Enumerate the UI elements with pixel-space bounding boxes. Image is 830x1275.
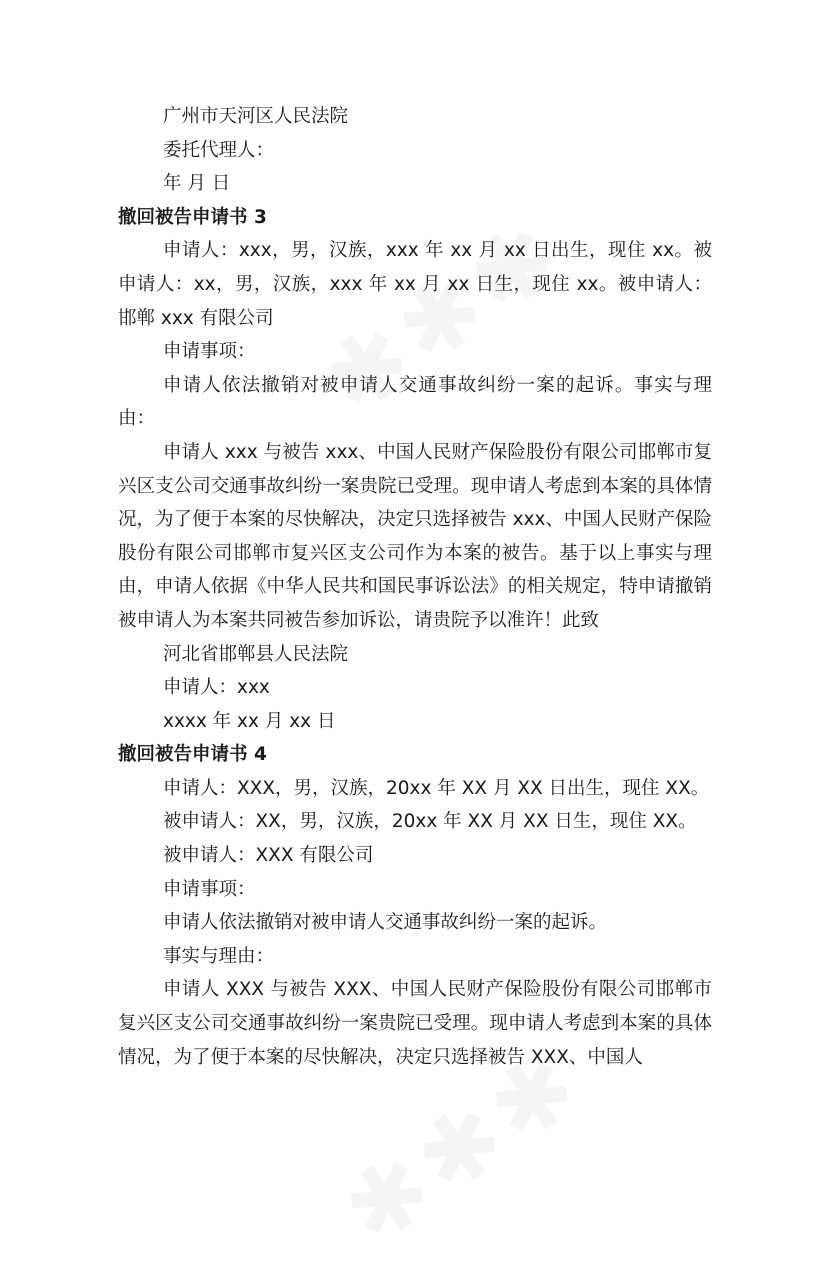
date-line: 年 月 日 (163, 173, 231, 195)
court-name: 河北省邯郸县人民法院 (163, 643, 349, 665)
facts-label: 事实与理由： (163, 945, 275, 967)
matters-paragraph: 申请人依法撤销对被申请人交通事故纠纷一案的起诉。事实与理由： (118, 374, 712, 430)
signature-line: 申请人：xxx (163, 677, 270, 699)
matters-label: 申请事项： (163, 341, 256, 363)
facts-paragraph: 申请人 XXX 与被告 XXX、中国人民财产保险股份有限公司邯郸市复兴区支公司交通事故纠纷一案贵院已受理。现申请人考虑到本案的具体情况，为了便于本案的尽快解决，决定只选择被告 XXX、中国人 (118, 979, 712, 1068)
section-title: 撤回被告申请书 4 (118, 744, 267, 766)
respondent-line: 被申请人：XXX 有限公司 (163, 845, 374, 867)
facts-paragraph: 申请人 xxx 与被告 xxx、中国人民财产保险股份有限公司邯郸市复兴区支公司交通事故纠纷一案贵院已受理。现申请人考虑到本案的具体情况，为了便于本案的尽快解决，决定只选择被告 xxx、中国人民财产保险股份有限公司邯郸市复兴区支公司作为本案的被告。基于以上事实与理由，申请人依据《中华人民共和国民事诉讼法》的相关规定，特申请撤销被申请人为本案共同被告参加诉讼，请贵院予以准许！此致 (118, 441, 712, 631)
applicant-paragraph: 申请人：xxx，男，汉族，xxx 年 xx 月 xx 日出生，现住 xx。被申请人：xx，男，汉族，xxx 年 xx 月 xx 日生，现住 xx。被申请人：邯郸 xxx 有限公司 (118, 240, 712, 329)
agent-label: 委托代理人： (163, 139, 275, 161)
section-title: 撤回被告申请书 3 (118, 206, 267, 228)
document-body (118, 100, 712, 1074)
date-line: xxxx 年 xx 月 xx 日 (163, 710, 336, 732)
matters-text: 申请人依法撤销对被申请人交通事故纠纷一案的起诉。 (163, 912, 608, 934)
applicant-line: 申请人：XXX，男，汉族，20xx 年 XX 月 XX 日出生，现住 XX。 (163, 777, 710, 799)
court-name: 广州市天河区人民法院 (163, 106, 349, 127)
matters-label: 申请事项： (163, 878, 256, 900)
respondent-line: 被申请人：XX，男，汉族，20xx 年 XX 月 XX 日生，现住 XX。 (163, 811, 697, 833)
